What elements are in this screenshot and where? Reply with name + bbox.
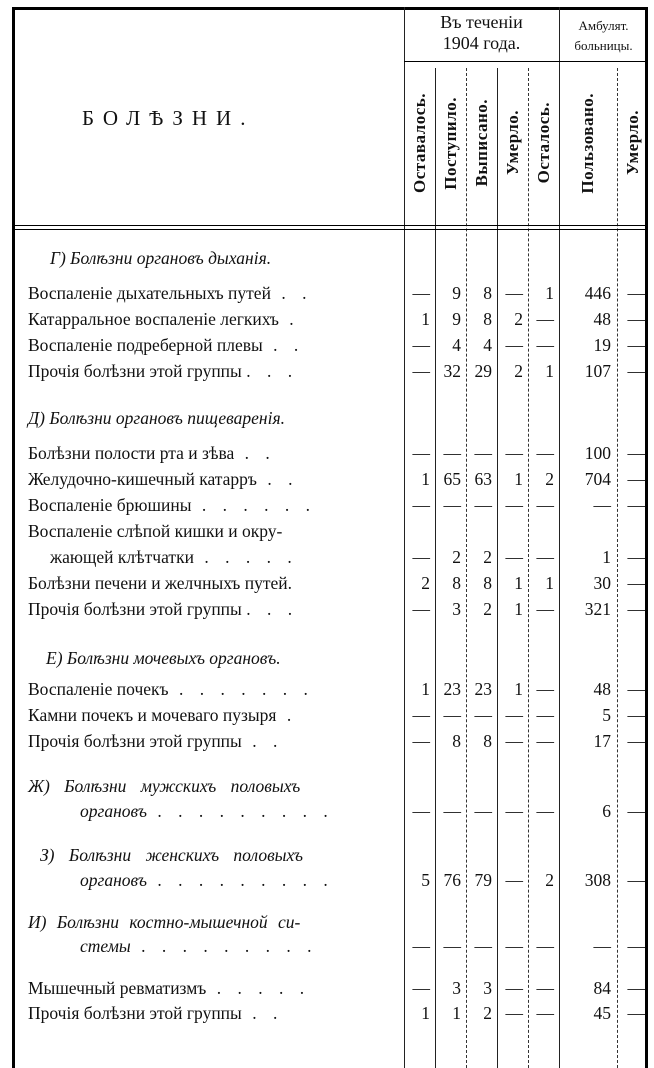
cell: — <box>536 599 554 619</box>
cell: — <box>505 731 523 751</box>
cell: 63 <box>474 469 492 489</box>
cell: 2 <box>545 870 554 890</box>
ambulatory-group-header <box>559 16 648 56</box>
table-row: Прочія болѣзни этой группы . . . — 32 29 2 1 107 — <box>28 361 645 381</box>
cell: 2 <box>483 599 492 619</box>
cell: 1 <box>514 573 523 593</box>
section-heading-male-genital: Ж) Болѣзни мужскихъ половыхъ <box>28 776 301 796</box>
cell: 65 <box>443 469 461 489</box>
ambulatory-group-line1: Амбулят. <box>578 18 629 33</box>
cell: 1 <box>545 283 554 303</box>
cell: — <box>505 547 523 567</box>
cell: 2 <box>452 547 461 567</box>
table-row: органовъ . . . . . . . . . 5 76 79 — 2 308 — <box>80 870 645 890</box>
row-label: Воспаленіе брюшины <box>28 495 192 515</box>
table-row: Воспаленіе брюшины . . . . . . — — — — — — — <box>28 495 645 515</box>
cell: 48 <box>593 309 611 329</box>
cell: 30 <box>593 573 611 593</box>
cell: 6 <box>602 801 611 821</box>
cell: — <box>627 1003 645 1023</box>
table-row: Болѣзни полости рта и зѣва . . — — — — — 100 — <box>28 443 645 463</box>
cell: — <box>536 1003 554 1023</box>
table-row-wrapped-line1 <box>28 521 648 545</box>
cell: 9 <box>452 309 461 329</box>
cell: — <box>627 573 645 593</box>
table-row: Прочія болѣзни этой группы . . . — 3 2 1 — 321 — <box>28 599 645 619</box>
cell: — <box>474 801 492 821</box>
cell: 1 <box>514 679 523 699</box>
cell: — <box>505 495 523 515</box>
column-header-remained-start: Оставалось. <box>409 93 429 193</box>
section-heading-digestive: Д) Болѣзни органовъ пищеваренія. <box>28 408 285 428</box>
cell: — <box>536 679 554 699</box>
cell: 1 <box>514 469 523 489</box>
row-label: Прочія болѣзни этой группы <box>28 1003 242 1023</box>
table-row: Воспаленіе почекъ . . . . . . . 1 23 23 1 — 48 — <box>28 679 645 699</box>
cell: 5 <box>421 870 430 890</box>
cell: 1 <box>421 309 430 329</box>
cell: — <box>536 705 554 725</box>
cell: — <box>627 679 645 699</box>
column-header-remained-end: Осталось. <box>533 102 553 184</box>
cell: 19 <box>593 335 611 355</box>
section-heading-respiratory: Г) Болѣзни органовъ дыханія. <box>50 248 272 268</box>
cell: 2 <box>514 361 523 381</box>
cell: 5 <box>602 705 611 725</box>
cell: — <box>505 1003 523 1023</box>
cell: — <box>412 547 430 567</box>
cell: — <box>412 495 430 515</box>
cell: — <box>443 495 461 515</box>
cell: 321 <box>584 599 611 619</box>
cell: — <box>627 936 645 956</box>
column-header-admitted: Поступило. <box>440 96 460 190</box>
cell: — <box>412 335 430 355</box>
table-row: Камни почекъ и мочеваго пузыря . — — — — — 5 — <box>28 705 645 725</box>
cell: 8 <box>483 573 492 593</box>
cell: 8 <box>483 283 492 303</box>
section-heading-urinary: Е) Болѣзни мочевыхъ органовъ. <box>46 648 281 668</box>
table-row: Воспаленіе дыхательныхъ путей . . — 9 8 — 1 446 — <box>28 283 645 303</box>
table-row: Желудочно-кишечный катарръ . . 1 65 63 1 2 704 — <box>28 469 645 489</box>
cell: — <box>536 978 554 998</box>
cell: 446 <box>584 283 611 303</box>
cell: 8 <box>452 573 461 593</box>
row-label: Воспаленіе слѣпой кишки и окру- <box>28 521 283 541</box>
cell: — <box>536 936 554 956</box>
cell: — <box>412 801 430 821</box>
cell: — <box>627 705 645 725</box>
table-row: жающей клѣтчатки . . . . . — 2 2 — — 1 — <box>50 547 645 567</box>
cell: — <box>474 495 492 515</box>
cell: 704 <box>584 469 611 489</box>
row-label-continuation: стемы <box>80 936 131 956</box>
diseases-column-title: БОЛѢЗНИ. <box>82 106 255 130</box>
table-row: стемы . . . . . . . . . — — — — — — — <box>80 936 645 956</box>
column-header-amb-died: Умерло. <box>622 110 642 176</box>
cell: — <box>627 801 645 821</box>
cell: 1 <box>545 573 554 593</box>
cell: 17 <box>593 731 611 751</box>
row-label: Прочія болѣзни этой группы <box>28 361 242 381</box>
cell: — <box>536 443 554 463</box>
ambulatory-group-line2: больницы. <box>574 38 633 53</box>
cell: — <box>505 801 523 821</box>
cell: — <box>627 283 645 303</box>
cell: — <box>505 936 523 956</box>
cell: 8 <box>483 731 492 751</box>
cell: — <box>627 495 645 515</box>
cell: — <box>536 495 554 515</box>
year-group-header <box>404 12 559 54</box>
table-row <box>28 573 648 597</box>
cell: — <box>412 705 430 725</box>
section-heading-female-genital: З) Болѣзни женскихъ половыхъ <box>40 845 303 865</box>
cell: — <box>627 469 645 489</box>
cell: 8 <box>483 309 492 329</box>
cell: 4 <box>452 335 461 355</box>
cell: — <box>443 936 461 956</box>
cell: 1 <box>421 469 430 489</box>
cell: 2 <box>483 1003 492 1023</box>
cell: 79 <box>474 870 492 890</box>
cell: — <box>412 599 430 619</box>
cell: — <box>443 705 461 725</box>
cell: 2 <box>421 573 430 593</box>
table-row: Воспаленіе подреберной плевы . . — 4 4 — — 19 — <box>28 335 645 355</box>
table-row: Катарральное воспаленіе легкихъ . 1 9 8 2 — 48 — <box>28 309 645 329</box>
cell: 107 <box>584 361 611 381</box>
section-heading-musculoskeletal: И) Болѣзни костно-мышечной си- <box>28 912 301 932</box>
cell: 45 <box>593 1003 611 1023</box>
table-row: Мышечный ревматизмъ . . . . . — 3 3 — — 84 — <box>28 978 645 998</box>
cell: — <box>536 309 554 329</box>
cell: — <box>505 283 523 303</box>
row-label: Воспаленіе дыхательныхъ путей <box>28 283 271 303</box>
cell: 23 <box>443 679 461 699</box>
cell: — <box>627 599 645 619</box>
cell: 2 <box>483 547 492 567</box>
cell: — <box>627 443 645 463</box>
cell: 3 <box>483 978 492 998</box>
cell: — <box>412 731 430 751</box>
cell: — <box>443 801 461 821</box>
cell: — <box>536 547 554 567</box>
cell: 1 <box>421 1003 430 1023</box>
cell: — <box>536 335 554 355</box>
row-label: Воспаленіе почекъ <box>28 679 169 699</box>
cell: — <box>505 335 523 355</box>
row-label: Болѣзни печени и желчныхъ путей. <box>28 573 292 593</box>
cell: — <box>627 309 645 329</box>
cell: — <box>474 936 492 956</box>
cell: 2 <box>514 309 523 329</box>
cell: 76 <box>443 870 461 890</box>
cell: — <box>627 731 645 751</box>
cell: 3 <box>452 978 461 998</box>
cell: — <box>536 801 554 821</box>
row-label: Мышечный ревматизмъ <box>28 978 207 998</box>
cell: 1 <box>514 599 523 619</box>
cell: 308 <box>584 870 611 890</box>
cell: 4 <box>483 335 492 355</box>
cell: — <box>627 978 645 998</box>
cell: — <box>627 547 645 567</box>
cell: 84 <box>593 978 611 998</box>
year-group-line2: 1904 года. <box>442 33 521 53</box>
cell: 8 <box>452 731 461 751</box>
cell: — <box>536 731 554 751</box>
cell: 1 <box>421 679 430 699</box>
cell: — <box>412 361 430 381</box>
cell: — <box>505 705 523 725</box>
header-double-rule-bottom <box>12 229 648 230</box>
cell: 2 <box>545 469 554 489</box>
row-label: Желудочно-кишечный катарръ <box>28 469 257 489</box>
cell: — <box>593 936 611 956</box>
table-row: Прочія болѣзни этой группы . . — 8 8 — — 17 — <box>28 731 645 751</box>
cell: — <box>627 361 645 381</box>
cell: — <box>627 870 645 890</box>
cell: — <box>627 335 645 355</box>
cell: — <box>505 978 523 998</box>
column-header-died: Умерло. <box>502 110 522 176</box>
cell: 9 <box>452 283 461 303</box>
header-subdivision-rule <box>404 61 648 62</box>
cell: — <box>412 978 430 998</box>
cell: — <box>505 443 523 463</box>
cell: 1 <box>545 361 554 381</box>
column-header-discharged: Выписано. <box>471 99 491 187</box>
row-label: Прочія болѣзни этой группы <box>28 731 242 751</box>
cell: 3 <box>452 599 461 619</box>
table-row: Прочія болѣзни этой группы . . 1 1 2 — — 45 — <box>28 1003 645 1023</box>
row-label: Камни почекъ и мочеваго пузыря <box>28 705 277 725</box>
year-group-line1: Въ теченіи <box>440 12 523 32</box>
cell: — <box>593 495 611 515</box>
cell: — <box>412 936 430 956</box>
cell: — <box>443 443 461 463</box>
row-label: Прочія болѣзни этой группы <box>28 599 242 619</box>
cell: — <box>412 443 430 463</box>
cell: 100 <box>584 443 611 463</box>
column-header-treated: Пользовано. <box>578 92 597 194</box>
cell: 48 <box>593 679 611 699</box>
cell: 1 <box>602 547 611 567</box>
cell: — <box>505 870 523 890</box>
row-label-continuation: органовъ <box>80 801 147 821</box>
row-label: Болѣзни полости рта и зѣва <box>28 443 235 463</box>
cell: — <box>474 443 492 463</box>
row-label-continuation: жающей клѣтчатки <box>50 547 194 567</box>
cell: — <box>412 283 430 303</box>
cell: 32 <box>443 361 461 381</box>
header-double-rule-top <box>12 225 648 226</box>
row-label-continuation: органовъ <box>80 870 147 890</box>
cell: 23 <box>474 679 492 699</box>
row-label: Воспаленіе подреберной плевы <box>28 335 263 355</box>
cell: — <box>474 705 492 725</box>
table-row: органовъ . . . . . . . . . — — — — — 6 — <box>80 801 645 821</box>
cell: 29 <box>474 361 492 381</box>
cell: 1 <box>452 1003 461 1023</box>
row-label: Катарральное воспаленіе легкихъ <box>28 309 279 329</box>
